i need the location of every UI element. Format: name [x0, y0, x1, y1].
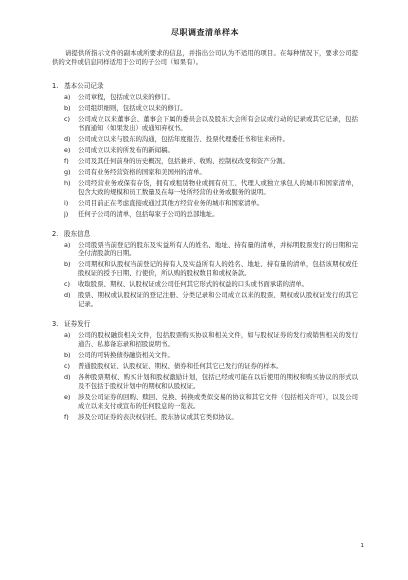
list-item: [64, 393, 358, 411]
item-text: 公司成立以来董事会、董事会下属的委员会以及股东大会所有会议或行动的记录或其它记录，包括书面通知（如果发出）或通知弃权书。: [78, 114, 358, 132]
item-label: b): [64, 103, 71, 112]
item-text: 公司经营业务或保有存货，拥有或租赁物业或拥有员工、代理人或独立承包人的城市和国家清单，包含大致的规模和员工数量及在每一处所经营的业务或服务的说明。: [78, 178, 358, 196]
list-item: [64, 93, 358, 102]
item-text: 公司成立以来的所发布的新闻稿。: [78, 145, 174, 154]
section-number: 2.: [52, 229, 59, 238]
list-item: [64, 331, 358, 349]
item-label: d): [64, 291, 71, 300]
item-label: c): [64, 280, 71, 289]
item-text: 公司章程，包括成立以来的修订。: [78, 92, 174, 101]
item-label: a): [64, 240, 71, 249]
section-heading: [52, 320, 358, 329]
section-number: 1.: [52, 81, 59, 90]
item-list: [52, 93, 358, 219]
item-text: 公司目前正在考虑直接或通过其他方经营业务的城市和国家清单。: [78, 198, 264, 207]
item-label: b): [64, 260, 71, 269]
item-text: 普通股股权证、认股权证、期权、债券和任何其它已发行的证券的样本。: [78, 362, 283, 371]
item-label: d): [64, 134, 71, 143]
section-securities-issuance: [52, 320, 358, 422]
item-list: [52, 331, 358, 422]
intro-paragraph: 请提供所指示文件的副本或所要求的信息，并指出公司认为不适用的项目。在每种情况下，要求公司提供的文件或信息同样适用于公司的子公司（如果有）。: [52, 49, 358, 67]
item-label: f): [64, 156, 69, 165]
list-item: [64, 210, 358, 219]
list-item: [64, 135, 358, 144]
list-item: [64, 413, 358, 422]
list-item: [64, 362, 358, 371]
item-text: 公司的股权融资相关文件，包括股票购买协议和相关文件，如与股权证券的发行或销售相关的发行通告、私募备忘录和招股说明书。: [78, 331, 358, 349]
item-label: c): [64, 114, 71, 123]
item-list: [52, 241, 358, 310]
item-text: 公司组织细则，包括成立以来的修订。: [78, 103, 187, 112]
item-label: d): [64, 373, 71, 382]
list-item: [64, 199, 358, 208]
item-label: e): [64, 392, 71, 401]
section-shareholder-info: [52, 230, 358, 310]
list-item: [64, 157, 358, 166]
item-text: 股票、期权或认股权证的登记注册、分类记录和公司成立以来的股票、期权或认股权证发行的其它记录。: [78, 291, 358, 309]
item-text: 公司的可转换债券融资相关文件。: [78, 351, 174, 360]
item-label: f): [64, 412, 69, 421]
item-text: 公司期权和认股权当前登记的持有人及实益所有人的姓名、地址、持有量的清单，包括该期权或任股权证的授予日期、行使价，所认购的股权数目和或权条款。: [78, 260, 358, 278]
item-label: g): [64, 167, 71, 176]
section-heading: [52, 82, 358, 91]
list-item: [64, 104, 358, 113]
item-text: 涉及公司证券的表决权信托、股东协议或其它类似协议。: [78, 412, 238, 421]
list-item: [64, 168, 358, 177]
item-text: 任何子公司的清单，包括每家子公司的总部地址。: [78, 209, 219, 218]
item-text: 公司及其任何前身的历史概况，包括兼并、收购、控制权改变和资产分割。: [78, 156, 289, 165]
item-label: b): [64, 351, 71, 360]
list-item: [64, 146, 358, 155]
document-title: 尽职调查清单样本: [171, 28, 239, 37]
item-text: 涉及公司证券的回购、赎回、兑换、转换或类似交易的协议和其它文件（包括相关许可），以及公司成立以来支付或宣布的任何股息的一览表。: [78, 392, 358, 410]
section-number: 3.: [52, 320, 59, 329]
list-item: [64, 351, 358, 360]
list-item: [64, 241, 358, 259]
item-text: 收取股票、期权、认股权证或公司任何其它形式的权益的口头或书面承诺的清单。: [78, 280, 309, 289]
item-label: c): [64, 362, 71, 371]
item-label: j): [64, 209, 69, 218]
section-title: 基本公司记录: [64, 81, 104, 90]
section-heading: [52, 230, 358, 239]
list-item: [64, 115, 358, 133]
list-item: [64, 179, 358, 197]
section-title: 股东信息: [64, 229, 91, 238]
section-basic-records: [52, 82, 358, 219]
list-item: [64, 280, 358, 289]
item-label: a): [64, 92, 71, 101]
item-text: 各种股票期权、购买计划和股权激励计划，包括已经或可能在以后使用的期权和购买协议的形式以及不包括于股权计划中的期权和认股权证。: [78, 373, 358, 390]
item-text: 公司股票当前登记的股东及实益所有人的姓名、地址、持有量的清单，并标明股票发行的日期和完全付清股款的日期。: [78, 240, 358, 258]
list-item: [64, 373, 358, 391]
item-text: 公司成立以来与股东的沟通，包括年度报告、投票代理委任书和往来函件。: [78, 134, 289, 143]
list-item: [64, 291, 358, 309]
item-label: i): [64, 198, 69, 207]
page-number: 1: [360, 543, 364, 549]
item-text: 公司有业务经营资格的国家和美国州的清单。: [78, 167, 206, 176]
item-label: e): [64, 145, 71, 154]
item-label: h): [64, 178, 71, 187]
section-title: 证券发行: [64, 320, 91, 329]
item-label: a): [64, 331, 71, 340]
list-item: [64, 260, 358, 278]
